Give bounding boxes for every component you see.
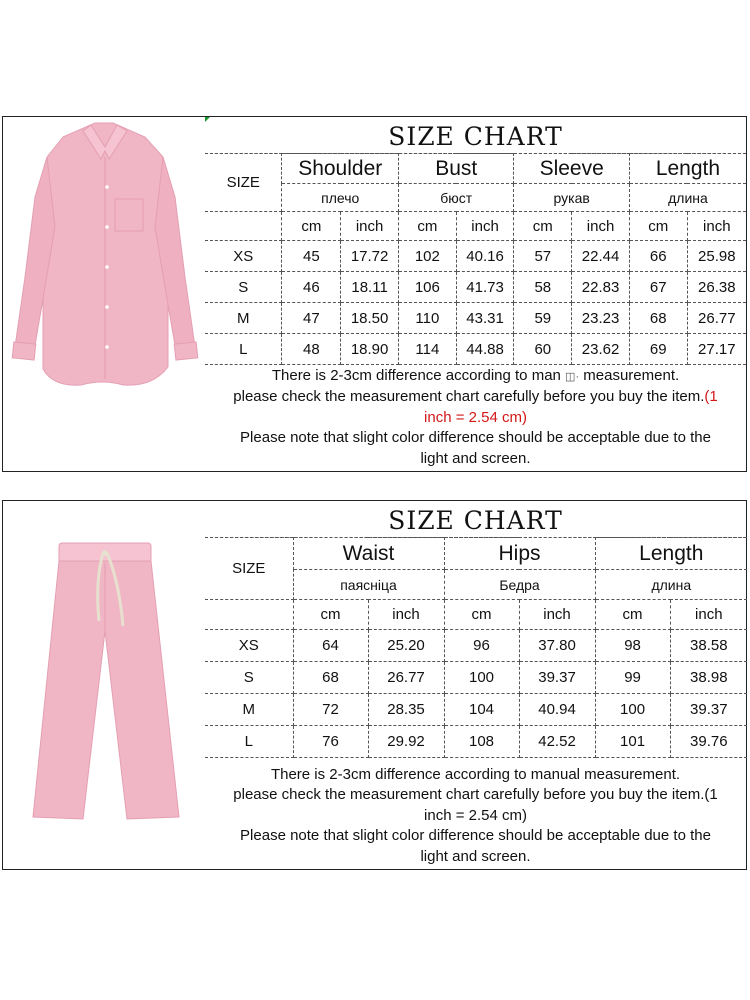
value-cell: 104 (444, 694, 519, 726)
value-cell: 69 (629, 334, 687, 365)
value-cell: 37.80 (519, 630, 595, 662)
shirt-image (3, 117, 205, 471)
value-cell: 100 (595, 694, 670, 726)
value-cell: 22.44 (572, 241, 630, 272)
value-cell: 29.92 (368, 726, 444, 758)
size-cell: S (205, 272, 282, 303)
pink-shirt-illustration (3, 117, 205, 473)
note-line-3: inch = 2.54 cm) (424, 806, 527, 824)
shirt-size-table (205, 153, 746, 365)
unit-cm: cm (398, 212, 456, 241)
size-header: SIZE (205, 154, 282, 212)
value-cell: 64 (293, 630, 368, 662)
length-header: Length (595, 538, 747, 570)
value-cell: 28.35 (368, 694, 444, 726)
table-row (205, 630, 747, 662)
table-row (205, 726, 747, 758)
hips-local-header: Бедра (444, 570, 595, 600)
value-cell: 72 (293, 694, 368, 726)
table-row (205, 334, 746, 365)
value-cell: 99 (595, 662, 670, 694)
table-row (205, 272, 746, 303)
value-cell: 23.62 (572, 334, 630, 365)
value-cell: 39.76 (670, 726, 747, 758)
value-cell: 47 (282, 303, 341, 334)
hips-header: Hips (444, 538, 595, 570)
value-cell: 18.50 (341, 303, 399, 334)
unit-inch: inch (572, 212, 630, 241)
value-cell: 18.90 (341, 334, 399, 365)
table-row (205, 662, 747, 694)
sleeve-local-header: рукав (514, 184, 629, 212)
empty-cell (205, 600, 293, 630)
value-cell: 114 (398, 334, 456, 365)
value-cell: 100 (444, 662, 519, 694)
value-cell: 60 (514, 334, 572, 365)
note-line-5: light and screen. (420, 449, 531, 467)
value-cell: 26.77 (687, 303, 746, 334)
note-line-3: inch = 2.54 cm) (424, 408, 527, 426)
value-cell: 48 (282, 334, 341, 365)
empty-cell (205, 212, 282, 241)
value-cell: 18.11 (341, 272, 399, 303)
value-cell: 38.58 (670, 630, 747, 662)
value-cell: 66 (629, 241, 687, 272)
value-cell: 26.77 (368, 662, 444, 694)
size-cell: M (205, 303, 282, 334)
chart-title: SIZE CHART (205, 117, 746, 154)
unit-cm: cm (629, 212, 687, 241)
value-cell: 101 (595, 726, 670, 758)
note-line-1: There is 2-3cm difference according to manual measurement. (270, 765, 681, 783)
unit-cm: cm (444, 600, 519, 630)
unit-cm: cm (282, 212, 341, 241)
value-cell: 68 (293, 662, 368, 694)
value-cell: 42.52 (519, 726, 595, 758)
value-cell: 25.98 (687, 241, 746, 272)
value-cell: 41.73 (456, 272, 514, 303)
waist-header: Waist (293, 538, 444, 570)
waist-local-header: паясніца (293, 570, 444, 600)
size-cell: S (205, 662, 293, 694)
unit-cm: cm (293, 600, 368, 630)
shoulder-local-header: плечо (282, 184, 398, 212)
shirt-notes (205, 366, 746, 472)
note-line-4: Please note that slight color difference should be acceptable due to the (240, 429, 711, 446)
table-row (205, 694, 747, 726)
bust-header: Bust (398, 154, 513, 184)
value-cell: 106 (398, 272, 456, 303)
value-cell: 45 (282, 241, 341, 272)
shoulder-header: Shoulder (282, 154, 398, 184)
length-header: Length (629, 154, 746, 184)
value-cell: 39.37 (670, 694, 747, 726)
value-cell: 39.37 (519, 662, 595, 694)
pants-size-chart (205, 501, 746, 869)
value-cell: 67 (629, 272, 687, 303)
value-cell: 57 (514, 241, 572, 272)
unit-cm: cm (514, 212, 572, 241)
unit-inch: inch (519, 600, 595, 630)
pants-image (3, 501, 205, 869)
value-cell: 17.72 (341, 241, 399, 272)
value-cell: 40.94 (519, 694, 595, 726)
size-cell: M (205, 694, 293, 726)
length-local-header: длина (629, 184, 746, 212)
value-cell: 76 (293, 726, 368, 758)
value-cell: 38.98 (670, 662, 747, 694)
value-cell: 58 (514, 272, 572, 303)
bust-local-header: бюст (398, 184, 513, 212)
size-cell: L (205, 334, 282, 365)
sleeve-header: Sleeve (514, 154, 629, 184)
unit-inch: inch (368, 600, 444, 630)
value-cell: 108 (444, 726, 519, 758)
value-cell: 110 (398, 303, 456, 334)
value-cell: 102 (398, 241, 456, 272)
table-row (205, 303, 746, 334)
size-header: SIZE (205, 538, 293, 600)
value-cell: 44.88 (456, 334, 514, 365)
unit-inch: inch (341, 212, 399, 241)
chart-title: SIZE CHART (205, 501, 746, 538)
value-cell: 25.20 (368, 630, 444, 662)
value-cell: 22.83 (572, 272, 630, 303)
value-cell: 59 (514, 303, 572, 334)
value-cell: 26.38 (687, 272, 746, 303)
value-cell: 43.31 (456, 303, 514, 334)
value-cell: 27.17 (687, 334, 746, 365)
pants-size-panel (2, 500, 747, 870)
unit-inch: inch (687, 212, 746, 241)
unit-cm: cm (595, 600, 670, 630)
size-cell: XS (205, 241, 282, 272)
value-cell: 96 (444, 630, 519, 662)
note-line-4: Please note that slight color difference should be acceptable due to the (240, 827, 711, 844)
value-cell: 40.16 (456, 241, 514, 272)
pants-size-table (205, 537, 747, 758)
note-line-2: please check the measurement chart carefully before you buy the item.(1 (233, 786, 718, 803)
pink-pants-illustration (3, 501, 205, 871)
value-cell: 98 (595, 630, 670, 662)
size-cell: L (205, 726, 293, 758)
size-cell: XS (205, 630, 293, 662)
unit-inch: inch (456, 212, 514, 241)
note-line-2: please check the measurement chart carefully before you buy the item.(1 (233, 388, 718, 405)
note-line-1: There is 2-3cm difference according to man ◫· measurement. (271, 366, 680, 384)
shirt-size-panel (2, 116, 747, 472)
value-cell: 68 (629, 303, 687, 334)
length-local-header: длина (595, 570, 747, 600)
shirt-size-chart (205, 117, 746, 471)
pants-notes (205, 765, 746, 870)
value-cell: 23.23 (572, 303, 630, 334)
table-row (205, 241, 746, 272)
value-cell: 46 (282, 272, 341, 303)
note-line-5: light and screen. (420, 847, 531, 865)
unit-inch: inch (670, 600, 747, 630)
